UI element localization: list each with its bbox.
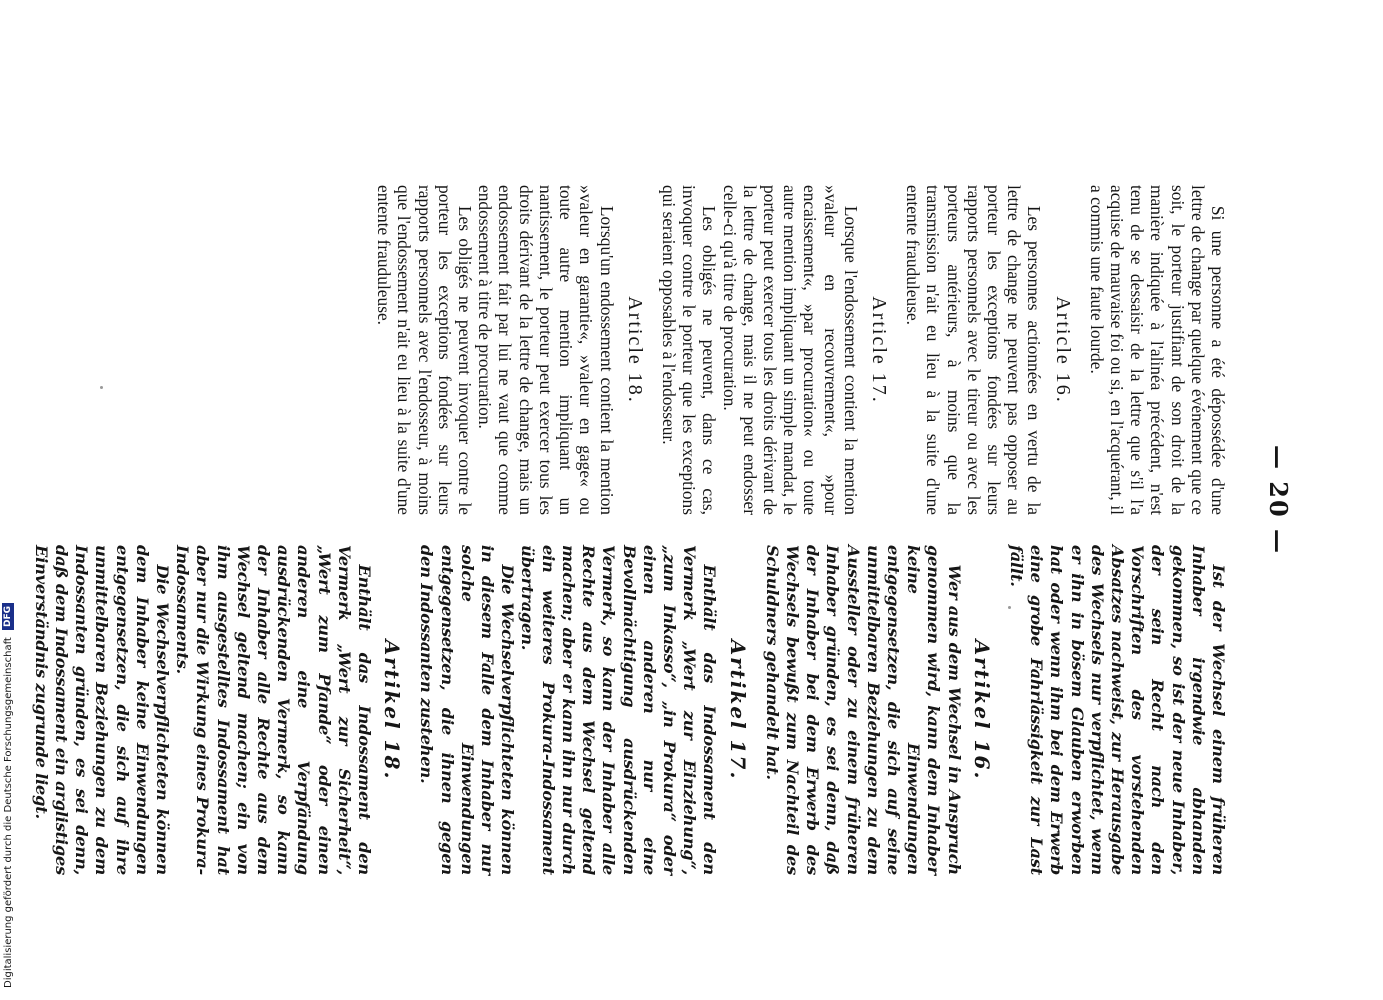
french-article-17-heading: Article 17. <box>867 296 890 404</box>
french-article-18-paragraph-1: Lorsqu'un endossement contient la mention »valeur en garantie«, »valeur en gage« ou toute autre mention impliquant un nantissement, le porteur peut exercer tous les droits dérivant de la lettre de change, mais un endossement fait par lui ne vaut que comme endossement à titre de procuration. <box>475 185 617 515</box>
german-article-16-paragraph: Wer aus dem Wechsel in Anspruch genommen wird, kann dem Inhaber keine Einwendungen entgegensetzen, die sich auf seine unmittelbaren Beziehungen zu dem Aussteller oder zu einem früheren Inhaber gründen, es sei denn, daß der Inhaber bei dem Erwerb des Wechsels bewußt zum Nachteil des Schuldners gehandelt hat. <box>762 545 964 875</box>
german-article-17-paragraph-2: Die Wechselverpflichteten können in diesem Falle dem Inhaber nur solche Einwendungen entgegensetzen, die ihnen gegen den Indossanten zustehen. <box>417 545 518 875</box>
dfg-logo: DFG <box>2 603 14 630</box>
french-article-18-paragraph-2: Les obligés ne peuvent invoquer contre le porteur les exceptions fondées sur leurs rapports personnels avec l'endosseur, à moins que l'endossement n'ait eu lieu à la suite d'une entente frauduleuse. <box>374 185 476 515</box>
french-intro-paragraph: Si une personne a été dépossédée d'une lettre de change par quelque événement que ce soit, le porteur justifiant de son droit de la manière indiquée à l'alinéa précédent, n'est tenu de se dessaisir de la lettre que s'il l'a acquise de mauvaise foi ou si, en l'acquérant, il a commis une faute lourde. <box>1086 185 1228 515</box>
footer-credit-text: Digitalisierung gefördert durch die Deutsche Forschungsgemeinschaft <box>3 637 14 988</box>
footer-text-line <box>0 0 18 1000</box>
german-column <box>31 545 1228 875</box>
french-article-16-heading: Article 16. <box>1051 296 1074 404</box>
german-article-18-heading: Artikel 18. <box>380 639 405 781</box>
german-article-16-heading: Artikel 16. <box>969 639 994 781</box>
french-article-16-paragraph: Les personnes actionnées en vertu de la lettre de change ne peuvent pas opposer au porteur les exceptions fondées sur leurs rapports personnels avec le tireur ou avec les porteurs antérieurs, à moins que la transmission n'ait eu lieu à la suite d'une entente frauduleuse. <box>903 185 1045 515</box>
page-number: — 20 — <box>1264 444 1293 556</box>
german-article-17-paragraph-1: Enthält das Indossament den Vermerk „Wert zur Einziehung“, „zum Inkasso“, „in Prokura“ oder einen anderen nur eine Bevollmächtigung ausdrückenden Vermerk, so kann der Inhaber alle Rechte aus dem Wechsel geltend machen; aber er kann ihn nur durch ein weiteres Prokura-Indossament übertragen. <box>518 545 720 875</box>
german-intro-paragraph: Ist der Wechsel einem früheren Inhaber irgendwie abhanden gekommen, so ist der neue Inhaber, der sein Recht nach den Vorschriften des vorstehenden Absatzes nachweist, zur Herausgabe des Wechsels nur verpflichtet, wenn er ihn in bösem Glauben erworben hat oder wenn ihm bei dem Erwerb eine grobe Fahrlässigkeit zur Last fällt. <box>1006 545 1228 875</box>
digitization-footer <box>0 0 18 1000</box>
scan-speck <box>1008 606 1011 609</box>
german-article-18-paragraph-1: Enthält das Indossament den Vermerk „Wert zur Sicherheit“, „Wert zum Pfande“ oder einen anderen eine Verpfändung ausdrückenden Vermerk, so kann der Inhaber alle Rechte aus dem Wechsel geltend machen; ein von ihm ausgestelltes Indossament hat aber nur die Wirkung eines Prokura-Indossaments. <box>173 545 375 875</box>
french-article-17-paragraph-2: Les obligés ne peuvent, dans ce cas, invoquer contre le porteur que les exceptions qui seraient opposables à l'endosseur. <box>658 185 720 515</box>
french-article-17-paragraph-1: Lorsque l'endossement contient la mention »valeur en recouvrement«, »pour encaissement«, »par procuration« ou toute autre mention impliquant un simple mandat, le porteur peut exercer tous les droits dérivant de la lettre de change, mais il ne peut endosser celle-ci qu'à titre de procuration. <box>719 185 861 515</box>
french-article-18-heading: Article 18. <box>623 296 646 404</box>
german-article-18-paragraph-2: Die Wechselverpflichteten können dem Inhaber keine Einwendungen entgegensetzen, die sich auf ihre unmittelbaren Beziehungen zu dem Indossanten gründen, es sei denn, daß dem Indossament ein arglistiges Einverständnis zugrunde liegt. <box>31 545 173 875</box>
french-column <box>374 185 1228 515</box>
scan-speck <box>100 386 103 389</box>
german-article-17-heading: Artikel 17. <box>725 639 750 781</box>
